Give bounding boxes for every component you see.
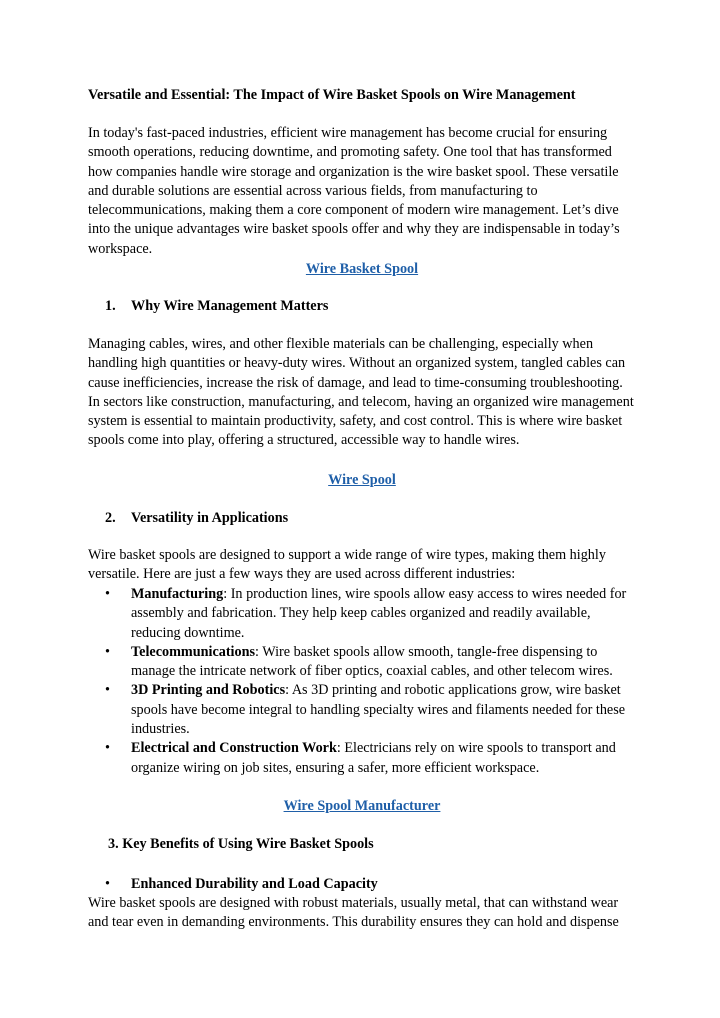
bullet-icon: • (105, 876, 110, 892)
list-item-text: : Wire basket spools allow smooth, tangle-free dispensing to manage the intricate network of fiber optics, coaxial cables, and other telecom wires. (131, 643, 613, 680)
list-item (88, 875, 636, 894)
list-item-text: : Electricians rely on wire spools to transport and organize wiring on job sites, ensuring a safer, more efficient workspace. (131, 740, 616, 776)
list-item-term: Telecommunications (131, 643, 256, 660)
section-heading-3: 3. Key Benefits of Using Wire Basket Spools (108, 836, 374, 852)
bullet-icon: • (105, 682, 110, 699)
paragraph-why-wire-management: Managing cables, wires, and other flexible materials can be challenging, especially when handling high quantities or heavy-duty wires. Without an organized system, tangled cables can cause inefficiencies, increase the risk of damage, and lead to time-consuming troubleshooting. In sectors like construction, manufacturing, and telecom, having an organized wire management system is essential to maintain productivity, safety, and cost control. This is where wire basket spools come into play, offering a structured, accessible way to handle wires. (88, 336, 634, 449)
bullet-icon: • (105, 740, 110, 757)
wire-spool-link[interactable]: Wire Spool (328, 472, 396, 488)
intro-paragraph: In today's fast-paced industries, efficient wire management has become crucial for ensuring smooth operations, reducing downtime, and promoting safety. One tool that has transformed how companies handle wire storage and organization is the wire basket spool. These versatile and durable solutions are essential across various fields, from manufacturing to telecommunications, making them a core component of modern wire management. Let’s dive into the unique advantages wire basket spools offer and why they are indispensable in today’s workspace. (88, 125, 620, 257)
section-number: 2. (105, 510, 116, 526)
list-item (88, 643, 636, 682)
list-item-term: Electrical and Construction Work (131, 740, 337, 757)
link-container-2 (88, 471, 636, 490)
list-item-term: 3D Printing and Robotics (131, 682, 286, 699)
link-container-3 (88, 797, 636, 816)
list-item (88, 739, 636, 778)
paragraph-versatility: Wire basket spools are designed to support a wide range of wire types, making them highly versatile. Here are just a few ways they are used across different industries: (88, 547, 606, 583)
link-container-1 (88, 260, 636, 279)
bullet-icon: • (105, 643, 110, 660)
section-heading-1 (105, 297, 653, 316)
list-item-term: Enhanced Durability and Load Capacity (131, 876, 378, 892)
paragraph-durability: Wire basket spools are designed with robust materials, usually metal, that can withstand wear and tear even in demanding environments. This durability ensures they can hold and dispense (88, 895, 619, 931)
list-item-text: : In production lines, wire spools allow easy access to wires needed for assembly and fabrication. They help keep cables organized and readily available, reducing downtime. (131, 586, 627, 641)
list-item-text: : As 3D printing and robotic applications grow, wire basket spools have become integral to handling specialty wires and filaments needed for these industries. (131, 682, 626, 738)
document-title: Versatile and Essential: The Impact of Wire Basket Spools on Wire Management (88, 87, 576, 103)
wire-basket-spool-link[interactable]: Wire Basket Spool (305, 261, 419, 277)
bullet-icon: • (105, 586, 110, 602)
wire-spool-manufacturer-link[interactable]: Wire Spool Manufacturer (283, 798, 441, 814)
applications-list (88, 585, 636, 778)
section-heading-2 (105, 509, 653, 528)
section-number: 1. (105, 298, 116, 314)
list-item (88, 585, 636, 643)
list-item (88, 681, 636, 739)
section-heading-text: Why Wire Management Matters (131, 298, 329, 314)
section-heading-text: Versatility in Applications (131, 510, 289, 526)
list-item-term: Manufacturing (131, 586, 224, 602)
